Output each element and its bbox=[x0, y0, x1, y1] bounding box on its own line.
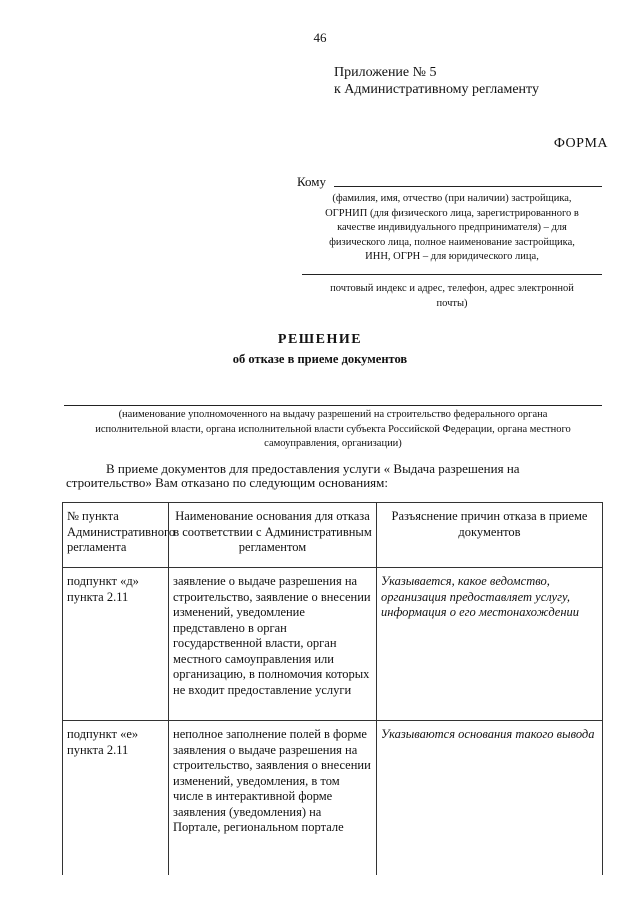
refusal-grounds-table bbox=[62, 502, 603, 875]
cell-reason: заявление о выдаче разрешения на строительство, заявление о внесении изменений, уведомление представлено в орган государственной власти, орган местного самоуправления или организацию, в полномочия которых не входит предоставление услуги bbox=[169, 568, 377, 721]
recipient-name-line bbox=[334, 186, 602, 187]
recipient-hint-line: физического лица, полное наименование застройщика, bbox=[329, 236, 575, 248]
authority-hint-line: самоуправления, организации) bbox=[264, 438, 402, 449]
recipient-contact-hint bbox=[302, 282, 602, 311]
recipient-contact-line bbox=[302, 274, 602, 275]
intro-line-1: В приеме документов для предоставления услуги « Выдача разрешения на bbox=[106, 461, 520, 476]
cell-explanation: Указывается, какое ведомство, организация предоставляет услугу, информация о его местонахождении bbox=[377, 568, 603, 721]
cell-explanation: Указываются основания такого вывода bbox=[377, 721, 603, 876]
recipient-label: Кому bbox=[297, 174, 327, 189]
table-header-row bbox=[63, 503, 603, 568]
authority-hint bbox=[64, 408, 602, 452]
recipient-hint-line: качестве индивидуального предпринимателя) – для bbox=[337, 222, 567, 233]
authority-line bbox=[64, 405, 602, 406]
document-title: РЕШЕНИЕ bbox=[277, 332, 363, 347]
table-row bbox=[63, 568, 603, 721]
appendix-heading bbox=[334, 64, 539, 98]
header-reason: Наименование основания для отказа в соответствии с Административным регламентом bbox=[169, 503, 377, 568]
form-label: ФОРМА bbox=[553, 136, 608, 151]
recipient-name-hint bbox=[302, 192, 602, 265]
cell-reason: неполное заполнение полей в форме заявления о выдаче разрешения на строительство, заявления о внесении изменений, уведомления, в том числе в интерактивной форме заявления (уведомления) на Портале, региональном портале bbox=[169, 721, 377, 876]
intro-paragraph bbox=[66, 462, 580, 490]
authority-hint-line: (наименование уполномоченного на выдачу разрешений на строительство федерального органа bbox=[118, 409, 548, 420]
appendix-line-2: к Административному регламенту bbox=[334, 82, 539, 97]
authority-hint-line: исполнительной власти, органа исполнительной власти субъекта Российской Федерации, органа местного bbox=[95, 423, 571, 435]
document-subtitle: об отказе в приеме документов bbox=[232, 352, 408, 366]
page-number: 46 bbox=[313, 30, 327, 45]
header-item-number: № пункта Административного регламента bbox=[63, 503, 169, 568]
header-explanation: Разъяснение причин отказа в приеме документов bbox=[377, 503, 603, 568]
recipient-hint-line: (фамилия, имя, отчество (при наличии) застройщика, bbox=[332, 193, 572, 204]
intro-line-2: строительство» Вам отказано по следующим основаниям: bbox=[66, 475, 388, 490]
cell-item: подпункт «е» пункта 2.11 bbox=[63, 721, 169, 876]
recipient-contact-hint-line: почты) bbox=[436, 297, 468, 309]
recipient-hint-line: ИНН, ОГРН – для юридического лица, bbox=[365, 251, 539, 262]
table-row bbox=[63, 721, 603, 876]
appendix-line-1: Приложение № 5 bbox=[334, 65, 437, 80]
cell-item: подпункт «д» пункта 2.11 bbox=[63, 568, 169, 721]
recipient-hint-line: ОГРНИП (для физического лица, зарегистрированного в bbox=[325, 207, 579, 219]
recipient-contact-hint-line: почтовый индекс и адрес, телефон, адрес электронной bbox=[330, 283, 574, 294]
